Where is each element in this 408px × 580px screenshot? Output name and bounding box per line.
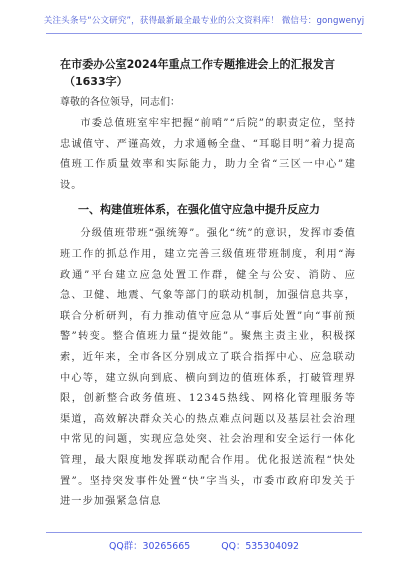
top-divider (46, 33, 362, 34)
document-body (60, 56, 356, 513)
document-title: 在市委办公室2024年重点工作专题推进会上的汇报发言 (60, 58, 335, 71)
word-count: （1633字） (64, 75, 128, 88)
footer-qq: QQ：535304092 (221, 541, 300, 552)
intro-paragraph: 市委总值班室牢牢把握“前哨”“后院”的职责定位，坚持忠诚值守、严谨高效，力求通畅全盘、“耳聪目明”着力提高值班工作质量效率和实际能力，助力全省“三区一中心”建设。 (60, 118, 356, 191)
footer-qq-group: QQ群：30265665 (108, 541, 191, 552)
greeting: 尊敬的各位领导，同志们： (60, 97, 180, 108)
bottom-divider (46, 532, 362, 533)
section-heading: 一、构建值班体系，在强化值守应急中提升反应力 (78, 203, 320, 217)
footer-contacts (0, 538, 408, 552)
section-paragraph: 分级值班带班“强统筹”。强化“统”的意识，发挥市委值班工作的抓总作用，建立完善三级值班带班制度，利用“海政通”平台建立应急处置工作群，健全与公安、消防、应急、卫健、地震、气象等部门的联动机制，加强信息共享，联合分析研判，有力推动值守应急从“事后处置”向“事前预警”转变。整合值班力量“提效能”。聚焦主责主业，积极探索，近年来，全市各区分别成立了联合指挥中心、应急联动中心等，建立纵向到底、横向到边的值班体系，打破管理界限，创新整合政务值班、12345热线、网格化管理服务等渠道，高效解决群众关心的热点难点问题以及基层社会治理中常见的问题，实现应急处突、社会治理和安全运行一体化管理，最大限度地发挥联动配合作用。优化报送流程“快处置”。坚持突发事件处置“快”字当头，市委市政府印发关于进一步加强紧急信息 (60, 228, 356, 508)
top-banner: 关注头条号“公文研究”，获得最新最全最专业的公文资料库！ 微信号：gongwenyj (43, 16, 365, 26)
